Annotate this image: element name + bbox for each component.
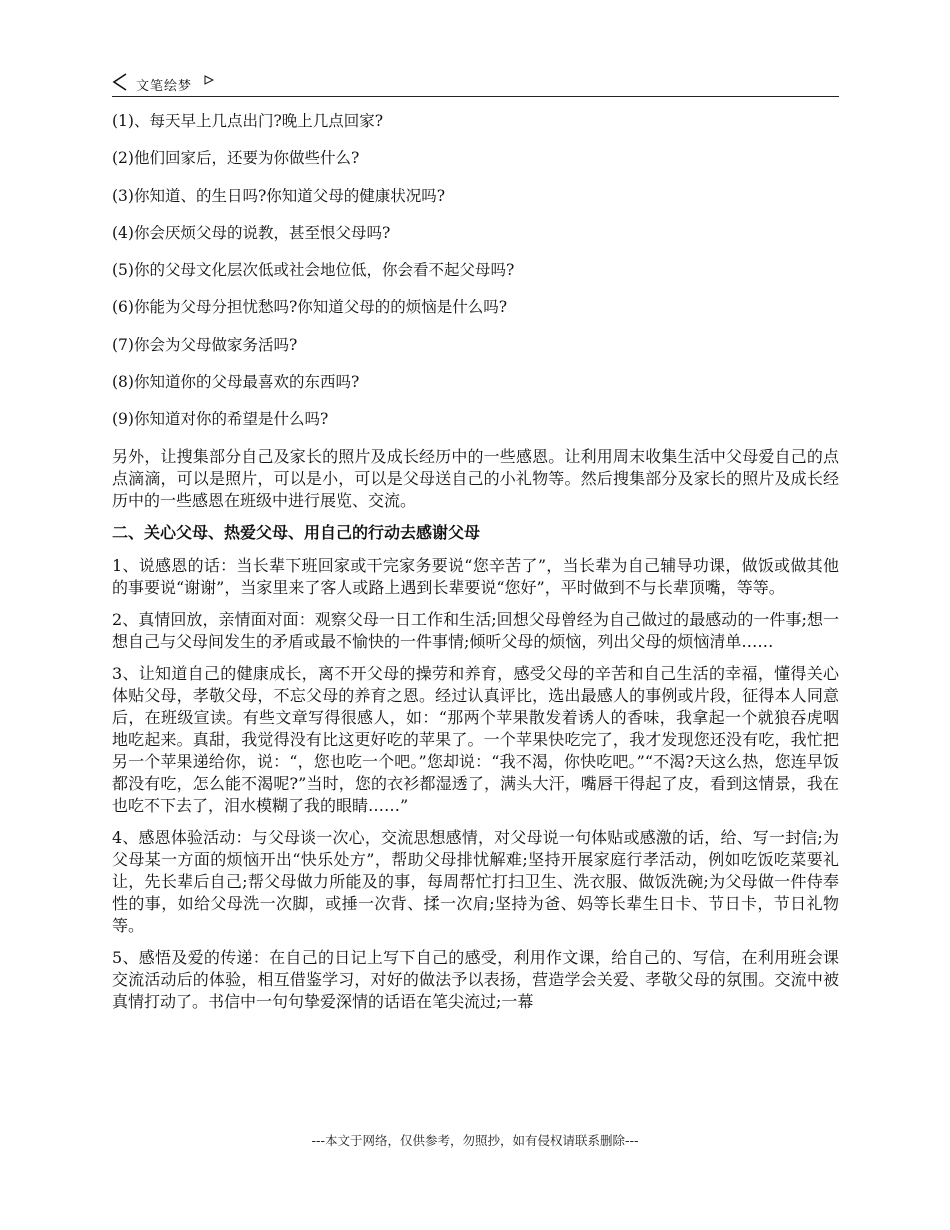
question-6: (6)你能为父母分担忧愁吗?你知道父母的的烦恼是什么吗? <box>112 298 508 317</box>
question-2: (2)他们回家后，还要为你做些什么? <box>112 149 360 168</box>
item-1: 1、说感恩的话：当长辈下班回家或干完家务要说“您辛苦了”，当长辈为自己辅导功课，做饭或做其他的事要说“谢谢”，当家里来了客人或路上遇到长辈要说“您好”，平时做到不与长辈顶嘴，等等。 <box>112 555 839 597</box>
item-3: 3、让知道自己的健康成长，离不开父母的操劳和养育，感受父母的辛苦和自己生活的幸福，懂得关心体贴父母，孝敬父母，不忘父母的养育之恩。经过认真评比，选出最感人的事例或片段，征得本人同意后，在班级宣读。有些文章写得很感人，如：“那两个苹果散发着诱人的香味，我拿起一个就狼吞虎咽地吃起来。真甜，我觉得没有比这更好吃的苹果了。一个苹果快吃完了，我才发现您还没有吃，我忙把另一个苹果递给你，说：“，您也吃一个吧。”您却说：“我不渴，你快吃吧。”“不渴?天这么热，您连早饭都没有吃，怎么能不渴呢?”当时，您的衣衫都湿透了，满头大汗，嘴唇干得起了皮，看到这情景，我在也吃不下去了，泪水模糊了我的眼睛……” <box>112 663 839 815</box>
question-7: (7)你会为父母做家务活吗? <box>112 335 298 354</box>
page-header <box>112 70 839 97</box>
item-2: 2、真情回放，亲情面对面：观察父母一日工作和生活;回想父母曾经为自己做过的最感动的一件事;想一想自己与父母间发生的矛盾或最不愉快的一件事情;倾听父母的烦恼，列出父母的烦恼清单…… <box>112 609 839 651</box>
question-1: (1)、每天早上几点出门?晚上几点回家? <box>112 112 384 130</box>
question-5: (5)你的父母文化层次低或社会地位低，你会看不起父母吗? <box>112 261 515 280</box>
question-8: (8)你知道你的父母最喜欢的东西吗? <box>112 373 360 392</box>
page-footer: ---本文于网络，仅供参考，勿照抄，如有侵权请联系删除--- <box>311 1133 639 1148</box>
right-triangle-icon <box>204 75 214 85</box>
section-heading: 二、关心父母、热爱父母、用自己的行动去感谢父母 <box>112 522 481 542</box>
intro-paragraph: 另外，让搜集部分自己及家长的照片及成长经历中的一些感恩。让利用周末收集生活中父母爱自己的点点滴滴，可以是照片，可以是小，可以是父母送自己的小礼物等。然后搜集部分及家长的照片及成长经历中的一些感恩在班级中进行展览、交流。 <box>112 446 839 510</box>
question-3: (3)你知道、的生日吗?你知道父母的健康状况吗? <box>112 186 446 205</box>
question-4: (4)你会厌烦父母的说教，甚至恨父母吗? <box>112 223 391 242</box>
header-title: 文笔绘梦 <box>136 79 193 94</box>
item-5: 5、感悟及爱的传递：在自己的日记上写下自己的感受，利用作文课，给自己的、写信，在利用班会课交流活动后的体验，相互借鉴学习，对好的做法予以表扬，营造学会关爱、孝敬父母的氛围。交流中被真情打动了。书信中一句句挚爱深情的话语在笔尖流过;一幕 <box>112 947 839 1011</box>
item-4: 4、感恩体验活动：与父母谈一次心，交流思想感情，对父母说一句体贴或感激的话，给、写一封信;为父母某一方面的烦恼开出“快乐处方”，帮助父母排忧解难;坚持开展家庭行孝活动，例如吃饭吃菜要礼让，先长辈后自己;帮父母做力所能及的事，每周帮忙打扫卫生、洗衣服、做饭洗碗;为父母做一件侍奉性的事，如给父母洗一次脚，或捶一次背、揉一次肩;坚持为爸、妈等长辈生日卡、节日卡，节日礼物等。 <box>112 827 839 935</box>
document-body <box>112 110 839 1023</box>
question-9: (9)你知道对你的希望是什么吗? <box>112 410 329 429</box>
left-triangle-icon <box>112 73 128 91</box>
